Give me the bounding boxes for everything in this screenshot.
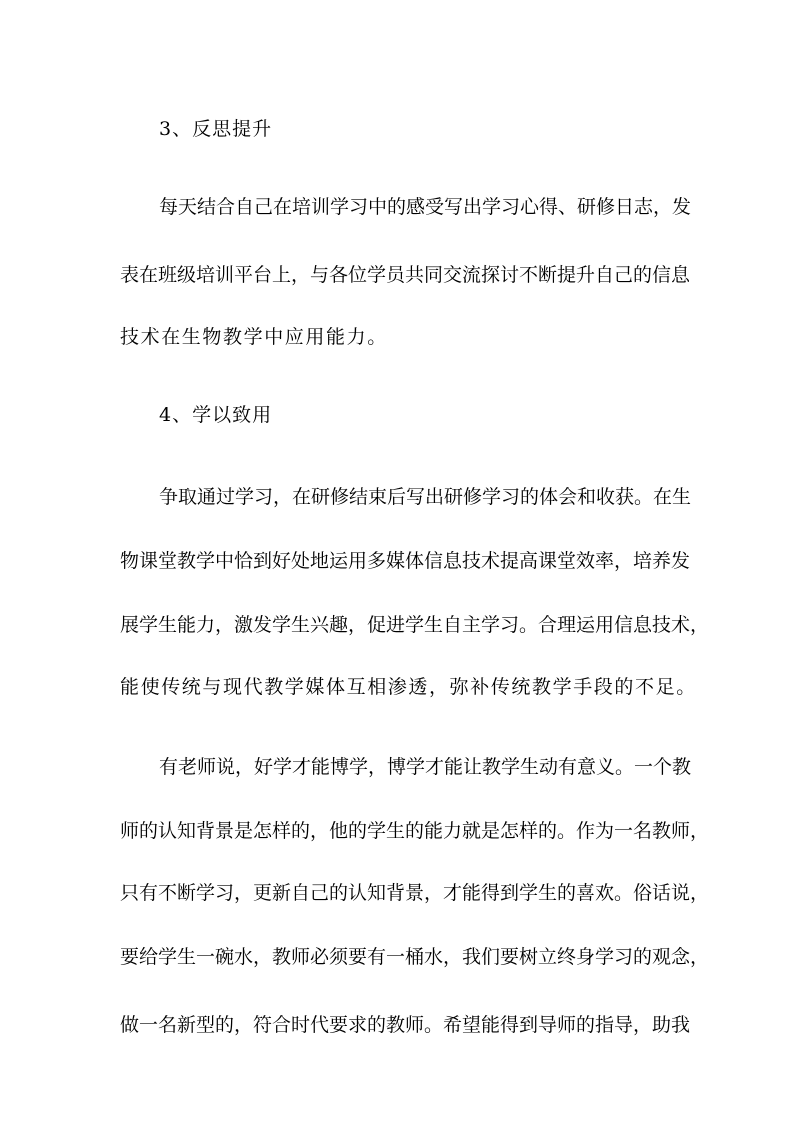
paragraph-line: 技术在生物教学中应用能力。 xyxy=(120,326,388,348)
paragraph-line: 师的认知背景是怎样的，他的学生的能力就是怎样的。作为一名教师， xyxy=(120,820,710,842)
paragraph-line: 要给学生一碗水，教师必须要有一桶水，我们要树立终身学习的观念， xyxy=(120,946,710,968)
paragraph-line: 每天结合自己在培训学习中的感受写出学习心得、研修日志，发 xyxy=(159,196,692,218)
paragraph-line: 做一名新型的，符合时代要求的教师。希望能得到导师的指导，助我 xyxy=(120,1014,691,1036)
paragraph-line: 能使传统与现代教学媒体互相渗透，弥补传统教学手段的不足。 xyxy=(120,676,697,698)
section-heading-application: 4、学以致用 xyxy=(159,404,273,426)
paragraph-line: 争取通过学习，在研修结束后写出研修学习的体会和收获。在生 xyxy=(159,486,692,508)
section-heading-reflection: 3、反思提升 xyxy=(159,118,273,140)
paragraph-line: 只有不断学习，更新自己的认知背景，才能得到学生的喜欢。俗话说， xyxy=(120,882,710,904)
paragraph-line: 展学生能力，激发学生兴趣，促进学生自主学习。合理运用信息技术， xyxy=(120,614,710,636)
paragraph-line: 有老师说，好学才能博学，博学才能让教学生动有意义。一个教 xyxy=(159,756,692,778)
paragraph-line: 表在班级培训平台上，与各位学员共同交流探讨不断提升自己的信息 xyxy=(120,264,691,286)
paragraph-line: 物课堂教学中恰到好处地运用多媒体信息技术提高课堂效率，培养发 xyxy=(120,550,691,572)
